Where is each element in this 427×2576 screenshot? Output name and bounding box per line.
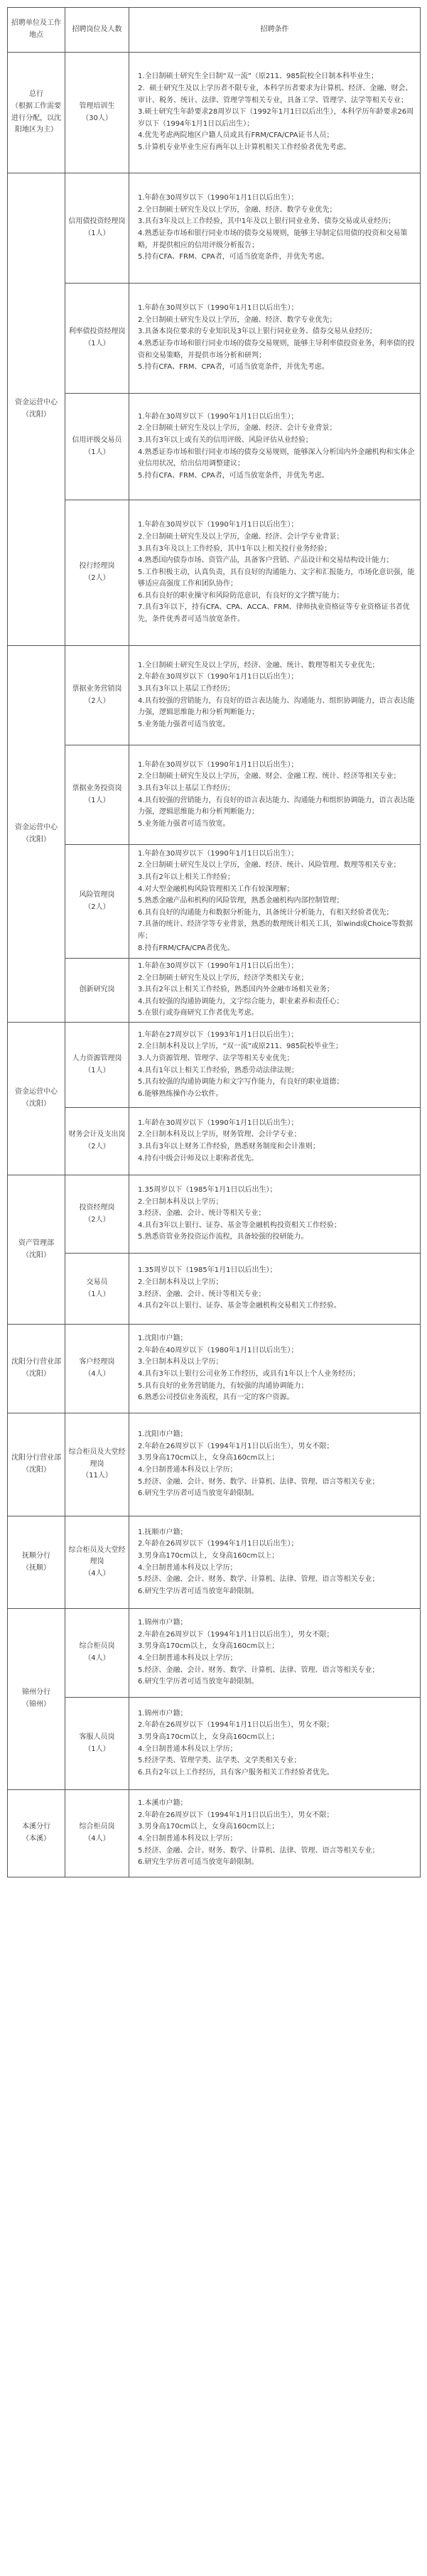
conditions-cell [129,1254,421,1325]
table-body [8,53,421,1877]
post-text: （30人） [82,114,112,122]
recruiting-unit-cell [8,53,65,173]
table-row [8,1790,421,1877]
condition-line: 4.持有中级会计师及以上职称者优先。 [138,1154,259,1163]
header-post: 招聘岗位及人数 [65,8,129,53]
post-cell [65,53,129,173]
condition-line: 4.优先考虑两院地区户籍人员或具有FRM/CFA/CPA证书人员； [138,131,334,140]
post-cell [65,500,129,646]
condition-line: 2.全日制硕士研究生及以上学历，金融、经济、数学专业优先； [138,316,337,324]
post-text: 交易员 [86,1278,108,1286]
unit-text: 总行 [29,90,43,99]
condition-line: 2.全日制本科及以上学历； [138,1278,223,1286]
unit-text: （本溪） [22,1835,50,1843]
condition-line: 6.熟悉公司授信业务流程，具有一定的客户资源。 [138,1394,294,1402]
condition-line: 2.全日制本科及以上学历，“双一流”或原211、985院校毕业生； [138,1042,343,1051]
post-text: （1人） [84,340,110,347]
recruiting-unit-cell [8,1413,65,1516]
unit-text: 沈阳分行营业部 [11,1358,61,1367]
condition-line: 4.具有1年以上相关工作经验，熟悉劳动法律法规； [138,1066,298,1074]
post-text: 管理培训生 [79,102,115,110]
table-row [8,173,421,284]
conditions-cell [129,1175,421,1254]
condition-line: 1.锦州市户籍； [138,1619,188,1627]
condition-line: 6.研究生学历者可适当放宽年龄限制。 [138,1587,259,1595]
conditions-cell [129,1516,421,1609]
conditions-cell [129,394,421,500]
conditions-cell [129,53,421,173]
post-text: （11人） [82,1472,112,1480]
recruiting-unit-cell [8,1516,65,1609]
condition-line: 3.男身高170cm以上，女身高160cm以上； [138,1551,279,1560]
conditions-cell [129,1325,421,1413]
condition-line: 4.具有较强的营销能力，有良好的语言表达能力、沟通能力和组织协调能力，语言表达能力强，逻辑思维能力和分析判断能力； [138,796,415,817]
table-row [8,1516,421,1609]
condition-line: 5.经济、金融、会计、财务、数学、计算机、法律、管理、语言等相关专业； [138,1846,379,1855]
unit-text: （沈阳） [22,1370,50,1378]
post-cell [65,1609,129,1698]
condition-line: 4.具有3年以上银行、证券、基金等金融机构投资相关工作经验； [138,1221,341,1229]
post-cell [65,173,129,284]
conditions-cell [129,284,421,394]
recruiting-unit-cell [8,646,65,1023]
post-text: （1人） [84,1290,110,1298]
table-row [8,1413,421,1516]
unit-text: （沈阳） [22,411,50,419]
condition-line: 2.年龄在26周岁以下（1994年1月1日以后出生），男女不限； [138,1811,334,1819]
recruiting-unit-cell [8,1175,65,1325]
condition-line: 2.年龄在26周岁以下（1994年1月1日以后出生），男女不限； [138,1630,334,1639]
condition-line: 6.能够熟练操作办公软件。 [138,1089,223,1098]
post-text: 客户经理岗 [79,1358,115,1367]
condition-line: 4.熟悉证券市场和银行同业市场的债券交易规则，能够深入分析国内外金融机构和实体企业信用状况，给出信用调整建议； [138,448,415,468]
condition-line: 3.男身高170cm以上，女身高160cm以上； [138,1732,279,1741]
conditions-cell [129,1023,421,1108]
conditions-cell [129,1790,421,1877]
condition-line: 1.年龄在30周岁以下（1990年1月1日以后出生）； [138,412,298,421]
condition-line: 1.沈阳市户籍； [138,1335,188,1343]
condition-line: 7.具备的统计、经济学等专业背景，熟悉的数理统计相关工具，如wind或Choice等数据库； [138,920,414,940]
conditions-cell [129,959,421,1023]
condition-line: 3.男身高170cm以上，女身高160cm以上； [138,1454,279,1462]
condition-line: 5.计算机专业毕业生应有两年以上计算机相关工作经验者优先考虑。 [138,143,351,151]
unit-text: （沈阳） [22,1251,50,1259]
condition-line: 3.具有3年以上基层工作经历； [138,784,234,792]
post-text: 信用评级交易员 [72,436,122,444]
condition-line: 8.持有FRM/CFA/CPA者优先。 [138,944,234,952]
condition-line: 2.年龄在26周岁以下（1994年1月1日以后出生），男女不限； [138,1721,334,1730]
post-cell [65,1108,129,1175]
condition-line: 1.全日制硕士研究生全日制“双一流”（原211、985院校全日制本科毕业生； [138,72,379,81]
conditions-cell [129,1108,421,1175]
condition-line: 3.具有2年以上相关工作经验； [138,873,234,882]
post-text: （2人） [84,574,110,582]
condition-line: 1.35周岁以下（1985年1月1日以后出生）； [138,1266,277,1275]
condition-line: 5.经济、金融、会计、财务、数学、计算机、法律、管理、语言等相关专业； [138,1575,379,1584]
condition-line: 2.全日制硕士研究生及以上学历，金融、经济、数学专业优先； [138,205,337,214]
condition-line: 5.具有较强的沟通协调能力和文字写作能力，有良好的职业道德； [138,1078,344,1087]
condition-line: 3.硕士研究生年龄要求28周岁以下（1992年1月1日以后出生），本科学历年龄要求26周岁以下（1994年1月1日以后出生）； [138,108,414,128]
condition-line: 1.全日制硕士研究生及以上学历，经济、金融、统计、数理等相关专业优先； [138,661,379,669]
post-text: （2人） [84,1143,110,1150]
unit-text: （沈阳） [22,835,50,844]
condition-line: 6.研究生学历者可适当放宽年龄限制。 [138,1489,259,1498]
table-row [8,1698,421,1790]
unit-text: （沈阳） [22,1100,50,1108]
condition-line: 4.熟悉国内债券市场、资管产品，具备客户营销、产品设计和交易结构设计能力； [138,556,394,565]
post-cell [65,284,129,394]
recruitment-table [7,7,421,1877]
condition-line: 4.熟悉证券市场和银行同业市场的债券交易规则，能够主导利率债投资业务，利率债的投资和交易策略，并提供市场分析和研判； [138,340,415,360]
condition-line: 5.持有CFA、FRM、CPA者，可适当放宽条件，并优先考虑。 [138,471,329,480]
unit-text: 本溪分行 [22,1823,50,1831]
condition-line: 3.具有2年以上相关工作经验，熟悉国内外金融市场相关业务； [138,986,334,994]
condition-line: 3.具有3年及以上工作经验，其中1年及以上银行同业业务、债券交易或从业经历； [138,217,396,226]
condition-line: 1.年龄在30周岁以下（1990年1月1日以后出生）； [138,194,298,203]
conditions-cell [129,173,421,284]
condition-line: 2.年龄在26周岁以下（1994年1月1日以后出生）； [138,1540,298,1548]
post-text: （2人） [84,696,110,705]
conditions-cell [129,500,421,646]
condition-line: 3.经济、金融、会计、统计等相关专业； [138,1290,266,1298]
condition-line: 3.全日制本科及以上学历； [138,1358,223,1367]
table-row [8,1023,421,1108]
condition-line: 5.经济学类、管理学类、法学类、文学类相关专业； [138,1757,301,1765]
post-cell [65,1254,129,1325]
condition-line: 6.具有良好的职业操守和风险防范意识，有良好的文字撰写能力； [138,591,344,600]
unit-text: 资产管理部 [18,1239,54,1247]
post-cell [65,959,129,1023]
condition-line: 1.年龄在30周岁以下（1990年1月1日以后出生）； [138,1119,298,1127]
unit-text: 资金运营中心 [15,1088,58,1096]
table-row [8,646,421,745]
table-row [8,745,421,845]
condition-line: 2.全日制硕士研究生及以上学历，金融、财会、金融工程、统计、经济等相关专业； [138,772,401,781]
post-cell [65,394,129,500]
condition-line: 4.具有较强的营销能力，有良好的语言表达能力、沟通能力、组织协调能力，语言表达能力强，逻辑思维能力和分析判断能力； [138,696,415,717]
condition-line: 2．硕士研究生及以上学历者不限专业，本科学历者要求为计算机、经济、金融、财会、审计、税务、统计、法律、管理学等相关专业，具备工学、管理学、法学等相关专业； [138,85,413,104]
conditions-cell [129,1698,421,1790]
recruiting-unit-cell [8,1609,65,1790]
condition-line: 1.年龄在30周岁以下（1990年1月1日以后出生）； [138,760,298,769]
conditions-cell [129,745,421,845]
recruiting-unit-cell [8,1023,65,1175]
unit-text: （根据工作需要进行分配，以沈阳地区为主） [11,102,61,134]
post-text: 客服人员岗 [79,1732,115,1741]
post-text: 利率债投资经理岗 [68,328,126,336]
condition-line: 5.持有CFA、FRM、CPA者，可适当放宽条件，并优先考虑。 [138,363,329,372]
condition-line: 2.年龄在30周岁以下（1990年1月1日以后出生）； [138,673,298,681]
condition-line: 1.年龄在30周岁以下（1990年1月1日以后出生）； [138,962,298,971]
condition-line: 1.35周岁以下（1985年1月1日以后出生）； [138,1186,277,1195]
condition-line: 1.年龄在30周岁以下（1990年1月1日以后出生）； [138,521,298,529]
header-unit: 招聘单位及工作地点 [8,8,65,53]
unit-text: 资金运营中心 [15,823,58,831]
condition-line: 4.熟悉证券市场和银行同业市场的债券交易规则，能够主导制定信用债的投资和交易策略，并提供相应的信用评级分析报告； [138,230,408,249]
conditions-cell [129,646,421,745]
table-row [8,845,421,959]
condition-line: 1.年龄在30周岁以下（1990年1月1日以后出生）； [138,849,298,858]
post-cell [65,745,129,845]
unit-text: 沈阳分行营业部 [11,1454,61,1462]
condition-line: 2.全日制硕士研究生及以上学历，金融、经济、会计学专业背景； [138,532,344,541]
table-row [8,1254,421,1325]
post-text: （4人） [84,1569,110,1578]
condition-line: 5.持有CFA、FRM、CPA者，可适当放宽条件，并优先考虑。 [138,253,329,262]
table-row [8,959,421,1023]
post-text: 投资经理岗 [79,1203,115,1212]
condition-line: 3.男身高170cm以上，女身高160cm以上； [138,1642,279,1651]
post-text: （2人） [84,902,110,911]
condition-line: 2.全日制硕士研究生及以上学历，金融、经济、统计、风险管理、数理等相关专业； [138,861,401,870]
condition-line: 5.具有良好的业务营销能力，有较强的沟通协调能力； [138,1381,308,1390]
post-cell [65,646,129,745]
condition-line: 3.人力资源管理、管理学、法学等相关专业优先； [138,1054,294,1062]
condition-line: 1.年龄在27周岁以下（1993年1月1日以后出生）； [138,1030,298,1039]
table-row [8,394,421,500]
post-text: 创新研究岗 [79,986,115,994]
recruiting-unit-cell [8,1325,65,1413]
condition-line: 4.全日制普通本科及以上学历； [138,1654,237,1662]
post-text: 财务会计及支出岗 [68,1131,126,1139]
table-row [8,500,421,646]
post-text: 信用债投资经理岗 [68,217,126,226]
condition-line: 6.具有良好的沟通能力和数据分析能力，具备统计分析能力，有相关经验者优先； [138,908,394,917]
post-text: 人力资源管理岗 [72,1054,122,1062]
condition-line: 5.业务能力强者可适当放宽。 [138,720,230,728]
condition-line: 2.全日制硕士研究生及以上学历，经济学类相关专业； [138,974,308,982]
condition-line: 2.全日制硕士研究生及以上学历，金融、经济、会计专业背景； [138,424,337,433]
condition-line: 1.本溪市户籍； [138,1799,188,1808]
table-row [8,1609,421,1698]
condition-line: 3.具有3年以上财务工作经验，熟悉财务制度和会计准则； [138,1143,320,1150]
post-cell [65,1413,129,1516]
condition-line: 5.经济、金融、会计、财务、数学、计算机、法律、管理、语言等相关专业； [138,1666,379,1674]
condition-line: 4.具有较强的沟通协调能力，文字综合能力，职业素养和责任心； [138,997,344,1006]
condition-line: 3.男身高170cm以上，女身高160cm以上； [138,1823,279,1831]
table-row [8,284,421,394]
condition-line: 2.年龄在26周岁以下（1994年1月1日以后出生），男女不限； [138,1442,334,1450]
unit-text: 抚顺分行 [22,1551,50,1560]
condition-line: 2.全日制本科及以上学历； [138,1197,223,1206]
post-text: 综合柜员岗 [79,1642,115,1651]
post-text: （1人） [84,230,110,237]
post-text: 投行经理岗 [79,562,115,571]
condition-line: 3.具备本岗位要求的专业知识及3年以上银行同业业务、债券交易从业经历； [138,328,377,336]
condition-line: 6.具有2年以上工作经历，具有客户服务相关工作经验者优先。 [138,1768,334,1777]
condition-line: 4.具有2年以上银行、证券、基金等金融机构交易相关工作经验。 [138,1302,341,1310]
conditions-cell [129,1609,421,1698]
condition-line: 1.沈阳市户籍； [138,1430,188,1439]
condition-line: 4.具有3年以上银行公司业务工作经历，或具有1年以上个人业务经历； [138,1370,360,1378]
condition-line: 3.具有3年及以上工作经验，其中1年以上相关投行业务经验； [138,544,332,553]
post-cell [65,1516,129,1609]
recruitment-page [7,7,420,1877]
unit-text: （沈阳） [22,1466,50,1474]
table-row [8,1325,421,1413]
condition-line: 5.在银行或券商研究工作者优先考虑。 [138,1009,259,1018]
post-text: 票据业务营销岗 [72,684,122,693]
unit-text: （抚顺） [22,1563,50,1572]
table-row [8,1108,421,1175]
post-text: （2人） [84,1215,110,1224]
post-cell [65,1698,129,1790]
condition-line: 3.具有3年以上或有关的信用评级、风险评估从业经验； [138,436,313,444]
post-text: 综合柜员及大堂经理岗 [68,1546,126,1566]
conditions-cell [129,845,421,959]
unit-text: 锦州分行 [22,1688,50,1697]
condition-line: 4.全日制普通本科及以上学历； [138,1745,237,1753]
table-row [8,53,421,173]
post-text: （1人） [84,796,110,804]
recruiting-unit-cell [8,1790,65,1877]
condition-line: 4.全日制普通本科及以上学历； [138,1466,237,1474]
condition-line: 3.具有3年以上基层工作经历； [138,684,234,693]
table-row [8,1175,421,1254]
post-text: （4人） [84,1370,110,1378]
post-text: （1人） [84,1066,110,1074]
condition-line: 5.经济、金融、会计、财务、数学、计算机、法律、管理、语言等相关专业； [138,1477,379,1486]
post-text: （1人） [84,1745,110,1753]
condition-line: 5.业务能力强者可适当放宽。 [138,819,230,828]
table-header-row [8,8,421,53]
condition-line: 2.全日制本科及以上学历，财务管理、会计学专业； [138,1131,301,1139]
conditions-cell [129,1413,421,1516]
condition-line: 6.研究生学历者可适当放宽年龄限制。 [138,1858,259,1867]
unit-text: 资金运营中心 [15,399,58,407]
post-cell [65,1023,129,1108]
condition-line: 1.锦州市户籍； [138,1709,188,1718]
post-text: 风险管理岗 [79,890,115,899]
condition-line: 7.具有3年以下，持有CFA、CPA、ACCA、FRM、律师执业资格证等专业资格证书者优先，条件优秀者可适当放宽条件。 [138,603,410,624]
post-cell [65,845,129,959]
post-text: 综合柜员岗 [79,1823,115,1831]
condition-line: 1.年龄在30周岁以下（1990年1月1日以后出生）； [138,304,298,313]
post-cell [65,1175,129,1254]
post-text: 综合柜员及大堂经理岗 [68,1448,126,1468]
condition-line: 4.全日制普通本科及以上学历； [138,1563,237,1572]
recruiting-unit-cell [8,173,65,646]
condition-line: 6.研究生学历者可适当放宽年龄限制。 [138,1678,259,1686]
condition-line: 2.年龄在40周岁以下（1980年1月1日以后出生）； [138,1346,298,1354]
condition-line: 4.对大型金融机构风险管理相关工作有较深理解； [138,885,294,893]
post-cell [65,1325,129,1413]
post-text: 票据业务投资岗 [72,784,122,792]
post-text: （4人） [84,1835,110,1843]
condition-line: 3.经济、金融、会计、统计等相关专业； [138,1209,266,1218]
condition-line: 1.抚顺市户籍； [138,1528,188,1536]
header-conditions: 招聘条件 [129,8,421,53]
post-cell [65,1790,129,1877]
condition-line: 4.全日制普通本科及以上学历； [138,1835,237,1843]
unit-text: （锦州） [22,1701,50,1708]
condition-line: 5.熟悉金融产品和机构的风险管理，熟悉金融机构内部控制管理； [138,897,344,905]
post-text: （4人） [84,1654,110,1662]
condition-line: 5.熟悉资管业务投资运作流程，具备较强的投研能力。 [138,1233,308,1241]
condition-line: 5.工作积极主动，认真负责，具有良好的沟通能力、文字和汇报能力，市场化意识强，能够适应高强度工作和团队协作； [138,568,415,588]
post-text: （1人） [84,448,110,456]
